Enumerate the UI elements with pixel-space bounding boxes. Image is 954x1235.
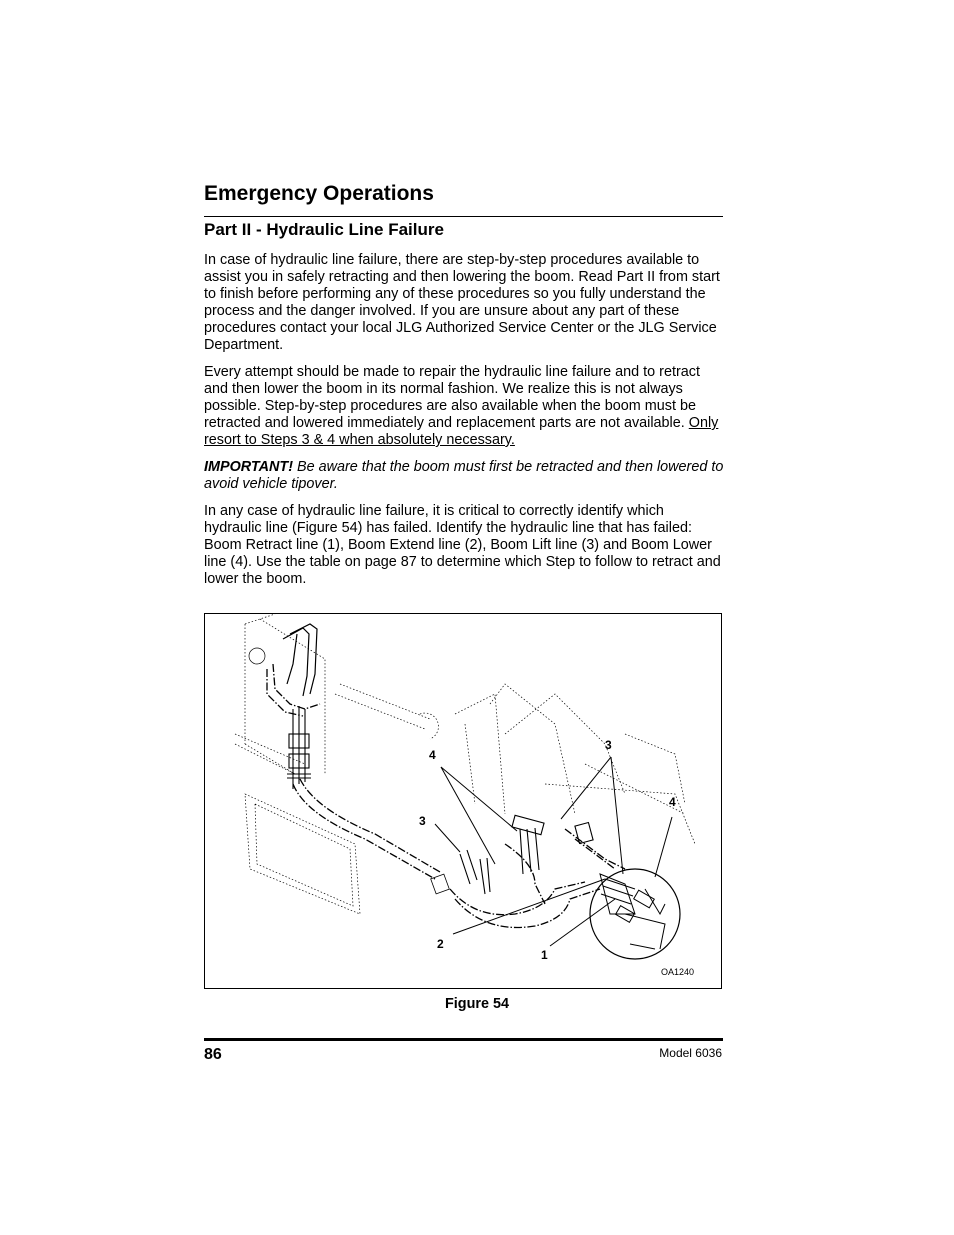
page-number: 86	[204, 1046, 222, 1063]
section-title: Part II - Hydraulic Line Failure	[204, 220, 444, 239]
important-label: IMPORTANT!	[204, 459, 293, 475]
callout-1: 1	[541, 948, 548, 962]
paragraph-repair-warning: Only resort to Steps 3 & 4 when absolutely necessary.	[204, 415, 719, 448]
paragraph-repair	[204, 364, 724, 449]
footer-rule	[204, 1038, 723, 1041]
important-text: Be aware that the boom must first be retracted and then lowered to avoid vehicle tipover.	[204, 459, 724, 492]
callout-3-right: 3	[605, 738, 612, 752]
body-text	[204, 252, 724, 598]
callout-2: 2	[437, 937, 444, 951]
callout-4-right: 4	[669, 795, 676, 809]
figure-code: OA1240	[661, 967, 695, 977]
page-title: Emergency Operations	[204, 182, 434, 205]
model-label: Model 6036	[659, 1046, 722, 1060]
hydraulic-line-figure	[204, 613, 722, 989]
callout-4-left: 4	[429, 748, 436, 762]
hydraulic-diagram	[205, 614, 721, 988]
paragraph-repair-text: Every attempt should be made to repair the hydraulic line failure and to retract and then lower the boom in its normal fashion. We realize this is not always possible. Step-by-step procedures are also available when the boom must be retracted and lowered immediately and replacement parts are not available.	[204, 364, 700, 431]
title-rule	[204, 216, 723, 217]
paragraph-intro: In case of hydraulic line failure, there are step-by-step procedures available to assist you in safely retracting and then lowering the boom. Read Part II from start to finish before performing any of these procedures so you fully understand the process and the danger involved. If you are unsure about any part of these procedures contact your local JLG Authorized Service Center or the JLG Service Department.	[204, 252, 720, 353]
important-note	[204, 459, 724, 493]
paragraph-identify: In any case of hydraulic line failure, it is critical to correctly identify which hydraulic line (Figure 54) has failed. Identify the hydraulic line that has failed: Boom Retract line (1), Boom Extend line (2), Boom Lift line (3) and Boom Lower line (4). Use the table on page 87 to determine which Step to follow to retract and lower the boom.	[204, 503, 721, 587]
callout-3-left: 3	[419, 814, 426, 828]
figure-caption: Figure 54	[445, 996, 509, 1012]
